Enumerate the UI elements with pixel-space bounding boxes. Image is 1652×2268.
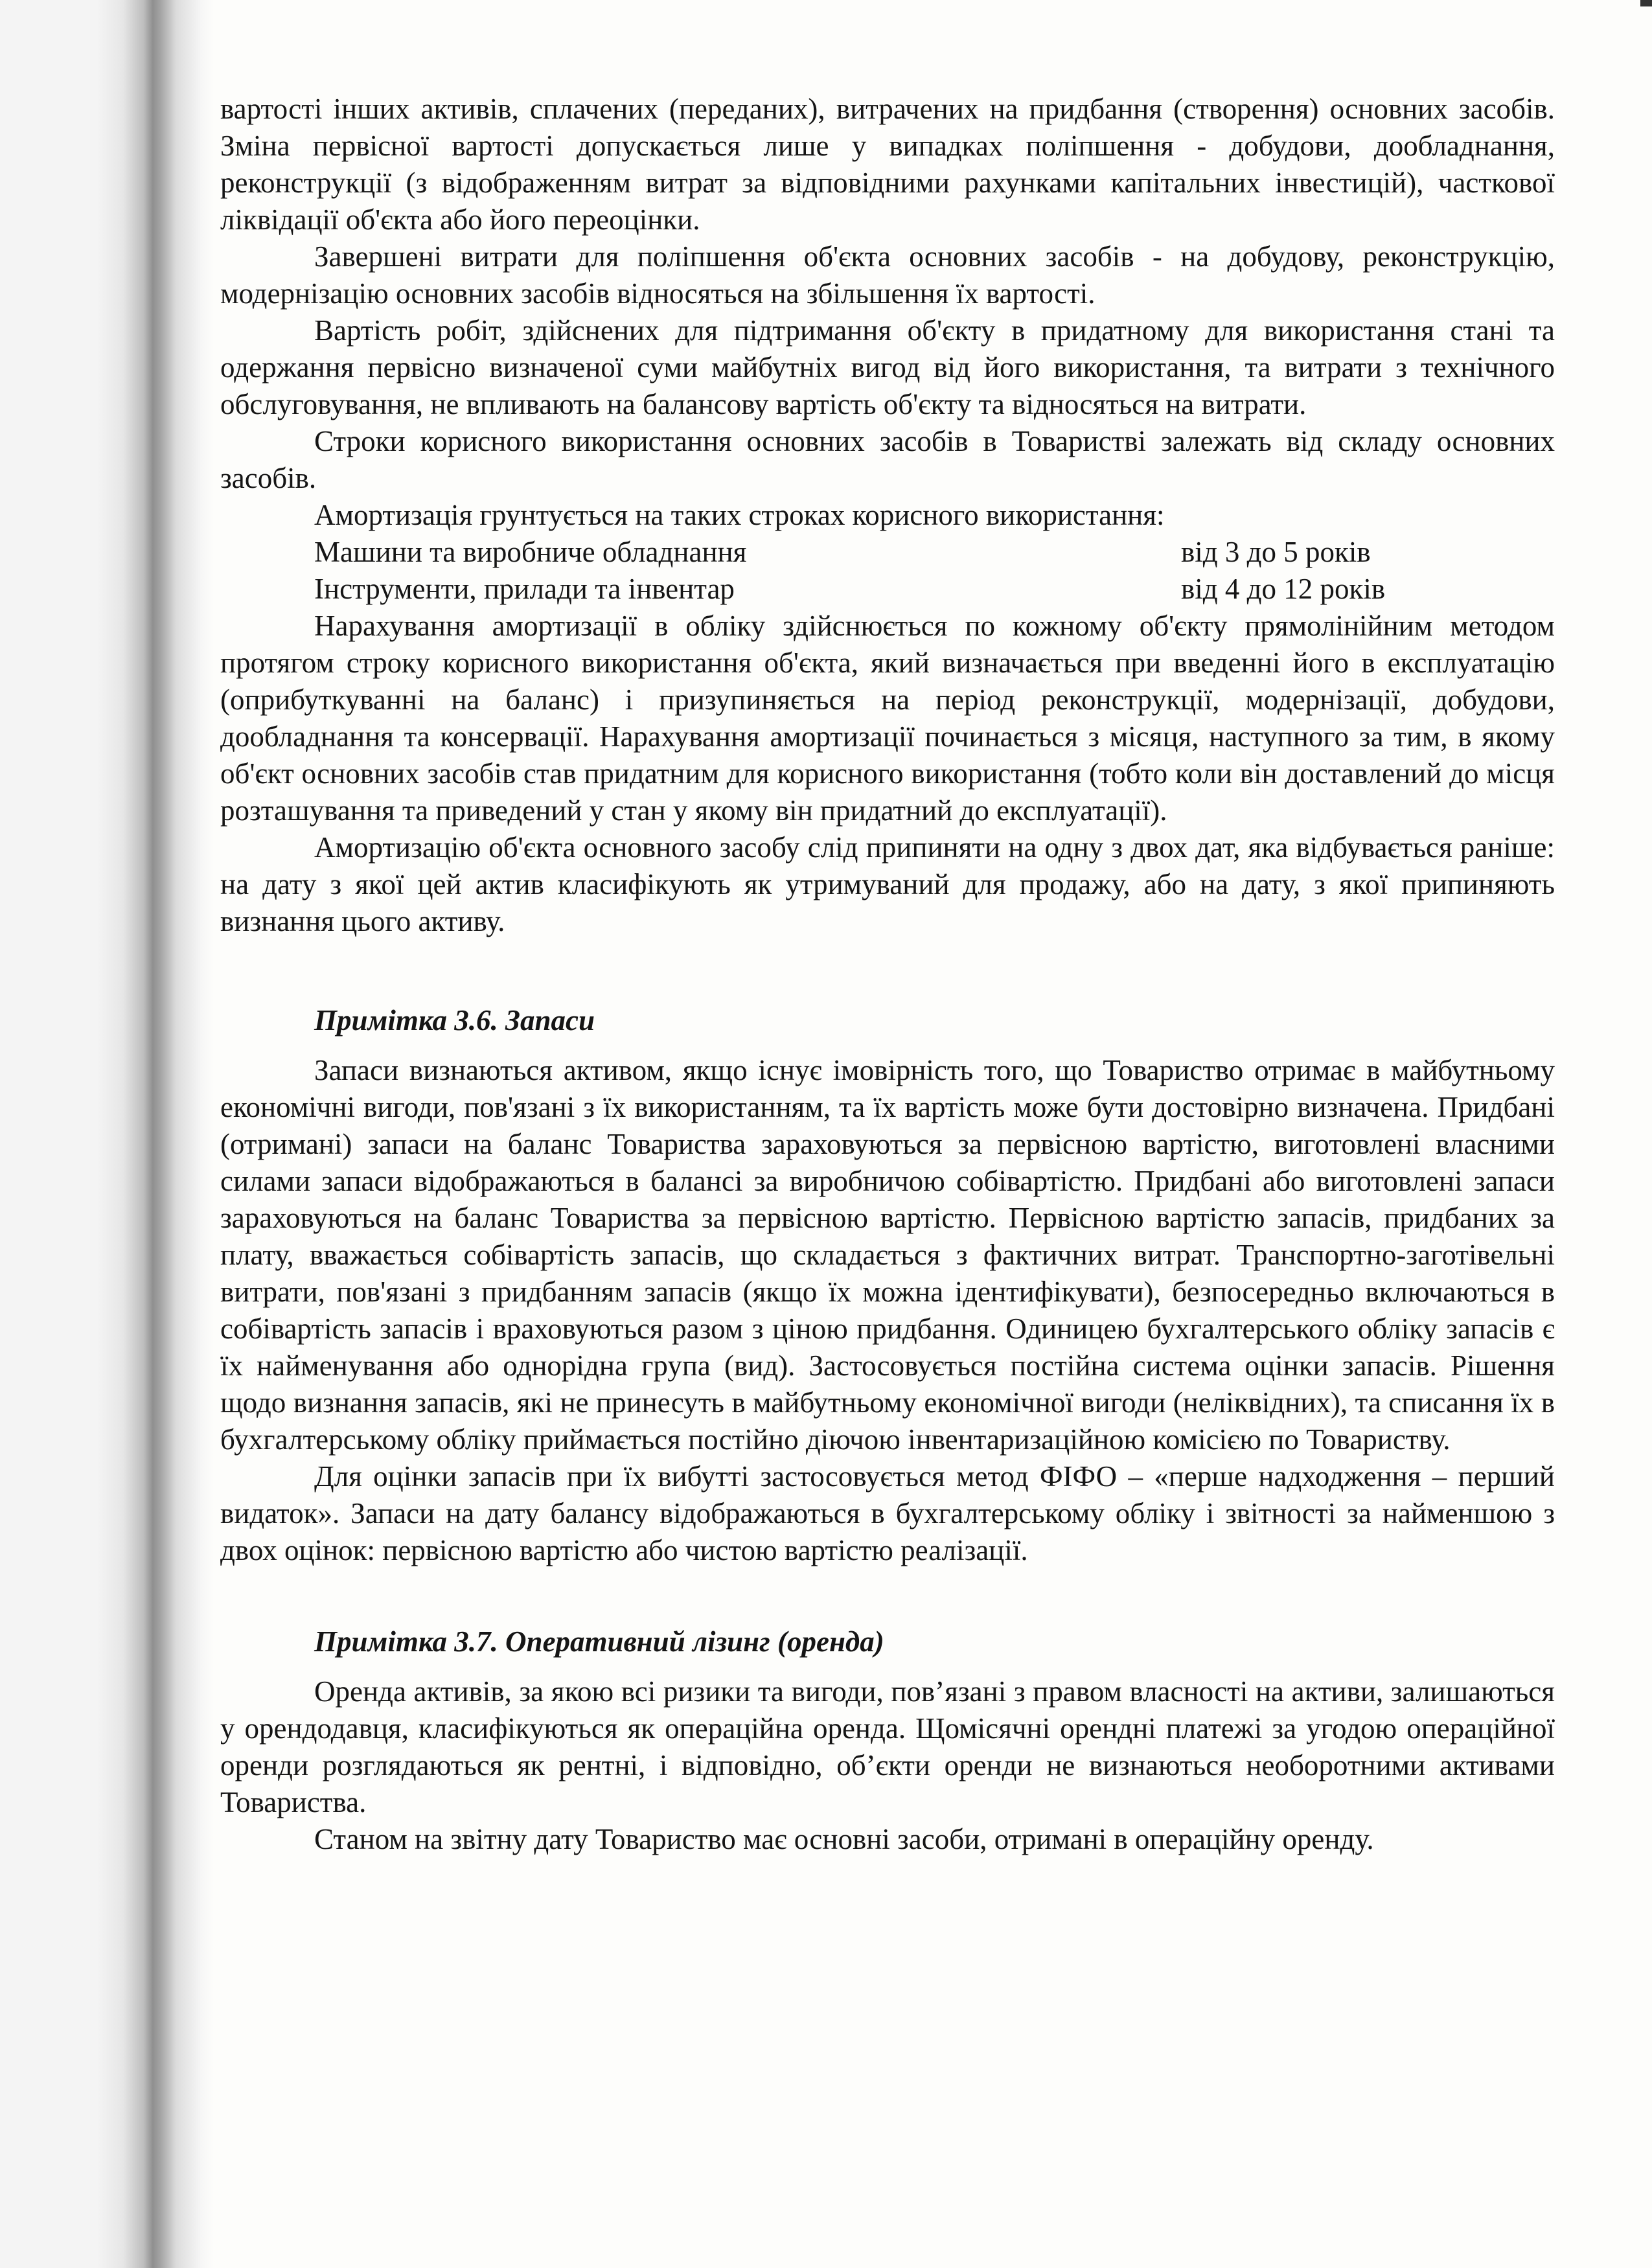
paragraph-operating-lease: Оренда активів, за якою всі ризики та вигоди, пов’язані з правом власності на активи, залишаються у орендодавця, класифікуються як операційна оренда. Щомісячні орендні платежі за угодою операційної оренди розглядаються як рентні, і відповідно, об’єкти оренди не визнаються необоротними активами Товариства. bbox=[220, 1675, 1555, 1818]
heading-note-3-7: Примітка 3.7. Оперативний лізинг (оренда) bbox=[314, 1625, 884, 1658]
paragraph-inventory-recognition: Запаси визнаються активом, якщо існує імовірність того, що Товариство отримає в майбутньому економічні вигоди, пов'язані з їх використанням, та їх вартість може бути достовірно визначена. Придбані (отримані) запаси на баланс Товариства зараховуються за первісною вартістю, виготовлені власними силами запаси відображаються в балансі за виробничою собівартістю. Придбані або виготовлені запаси зараховуються на баланс Товариства за первісною вартістю. Первісною вартістю запасів, придбаних за плату, вважається собівартість запасів, що складається з фактичних витрат. Транспортно-заготівельні витрати, пов'язані з придбанням запасів (якщо їх можна ідентифікувати), безпосередньо включаються в собівартість запасів і враховуються разом з ціною придбання. Одиницею бухгалтерського обліку запасів є їх найменування або однорідна група (вид). Застосовується постійна система оцінки запасів. Рішення щодо визнання запасів, які не принесуть в майбутньому економічної вигоди (неліквідних), та списання їх в бухгалтерському обліку приймається постійно діючою інвентаризаційною комісією по Товариству. bbox=[220, 1054, 1555, 1456]
depreciation-row-label: Машини та виробниче обладнання bbox=[314, 536, 747, 568]
document-body bbox=[220, 91, 1555, 1858]
paragraph-useful-life: Строки корисного використання основних засобів в Товаристві залежать від складу основних засобів. bbox=[220, 425, 1555, 494]
paragraph-inventory-fifo: Для оцінки запасів при їх вибутті застосовується метод ФІФО – «перше надходження – перший видаток». Запаси на дату балансу відображаються в бухгалтерському обліку і звітності за найменшою з двох оцінок: первісною вартістю або чистою вартістю реалізації. bbox=[220, 1460, 1555, 1566]
section-spacer bbox=[220, 1569, 1555, 1623]
paragraph-maintenance-costs: Вартість робіт, здійснених для підтримання об'єкту в придатному для використання стані та одержання первісно визначеної суми майбутніх вигод від його використання, та витрати з технічного обслуговування, не впливають на балансову вартість об'єкту та відносяться на витрати. bbox=[220, 314, 1555, 420]
heading-spacer bbox=[220, 1660, 1555, 1673]
heading-note-3-6: Примітка 3.6. Запаси bbox=[314, 1004, 595, 1037]
depreciation-row-machines bbox=[220, 534, 1555, 571]
heading-spacer bbox=[220, 1039, 1555, 1052]
scan-binding-shadow bbox=[0, 0, 214, 2268]
depreciation-row-label: Інструменти, прилади та інвентар bbox=[314, 573, 735, 605]
depreciation-row-tools bbox=[220, 571, 1555, 608]
depreciation-row-term: від 4 до 12 років bbox=[1181, 573, 1386, 605]
depreciation-intro: Амортизація грунтується на таких строках корисного використання: bbox=[314, 499, 1165, 531]
paragraph-depreciation-stop: Амортизацію об'єкта основного засобу слід припиняти на одну з двох дат, яка відбувається раніше: на дату з якої цей актив класифікують як утримуваний для продажу, або на дату, з якої припиняють визнання цього активу. bbox=[220, 831, 1555, 937]
paragraph-continuation: вартості інших активів, сплачених (переданих), витрачених на придбання (створення) основних засобів. Зміна первісної вартості допускається лише у випадках поліпшення - добудови, дообладнання, реконструкції (з відображенням витрат за відповідними рахунками капітальних інвестицій), часткової ліквідації об'єкта або його переоцінки. bbox=[220, 93, 1555, 236]
paragraph-improvement-costs: Завершені витрати для поліпшення об'єкта основних засобів - на добудову, реконструкцію, модернізацію основних засобів відносяться на збільшення їх вартості. bbox=[220, 240, 1555, 310]
depreciation-row-term: від 3 до 5 років bbox=[1181, 536, 1371, 568]
paragraph-depreciation-method: Нарахування амортизації в обліку здійснюється по кожному об'єкту прямолінійним методом протягом строку корисного використання об'єкта, який визначається при введенні його в експлуатацію (оприбуткуванні на баланс) і призупиняється на період реконструкції, модернізації, добудови, дообладнання та консервації. Нарахування амортизації починається з місяця, наступного за тим, в якому об'єкт основних засобів став придатним для корисного використання (тобто коли він доставлений до місця розташування та приведений у стан у якому він придатний до експлуатації). bbox=[220, 610, 1555, 827]
section-spacer bbox=[220, 940, 1555, 1002]
paragraph-lease-status: Станом на звітну дату Товариство має основні засоби, отримані в операційну оренду. bbox=[314, 1823, 1374, 1855]
scan-corner-mark bbox=[1640, 0, 1652, 6]
